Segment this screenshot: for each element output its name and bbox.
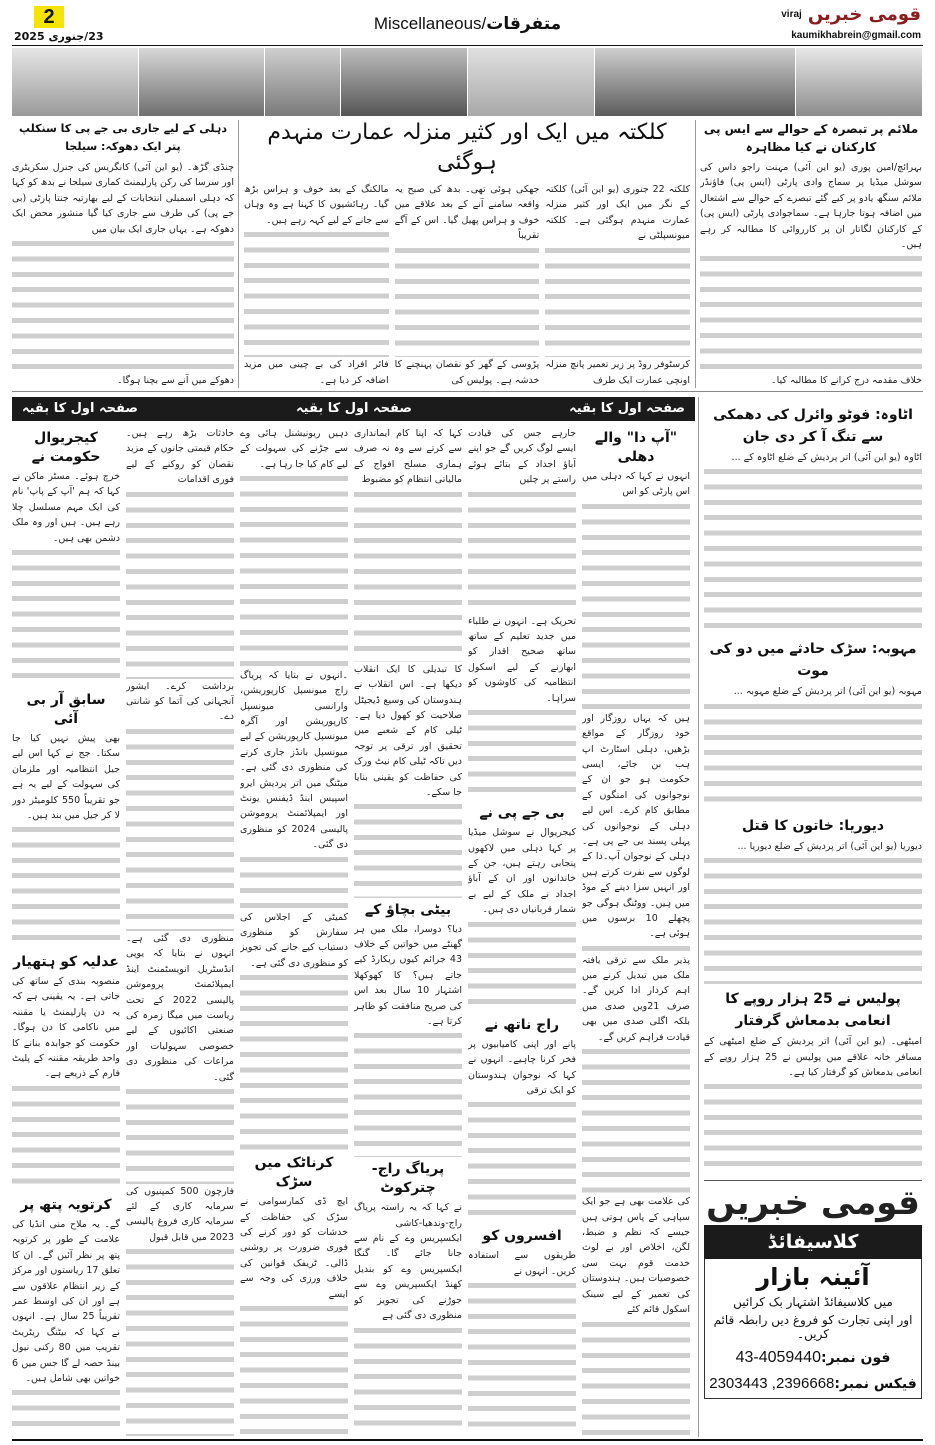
text-continuation (545, 244, 690, 358)
ad-title: آئینہ بازار (756, 1263, 870, 1291)
subheading: عدلیہ کو ہتھیار (13, 954, 119, 970)
article-mulayam-protest (700, 120, 922, 388)
text-continuation (12, 1386, 120, 1436)
text-continuation (126, 1245, 234, 1436)
text-continuation (704, 1080, 922, 1170)
article-headline: دہلی کے لیے جاری بی جے پی کا سنکلپ پتر ایک دھوکہ: سیلجا (19, 122, 227, 153)
fax-label: فیکس نمبر: (834, 1376, 917, 1392)
article-ending: خلاف مقدمہ درج کرانے کا مطالبہ کیا۔ (771, 374, 922, 386)
article-body: کرسٹوفر روڈ پر زیر تعمیر پانچ منزلہ اونچی عمارت ایک طرف (545, 359, 690, 386)
continuation-column (240, 426, 348, 1436)
article-kolkata-collapse (244, 118, 690, 388)
classified-ad (704, 1180, 922, 1439)
story-headline: پولیس نے 25 ہزار روپے کا انعامی بدمعاش گرفتار (725, 991, 901, 1030)
story-body: مہوبہ (یو این آئی) اتر پردیش کے ضلع مہوبہ ... (733, 686, 922, 698)
subheading: کرتویہ پتھ پر (20, 1197, 112, 1213)
article-body: تحریک ہے۔ انہوں نے طلباء میں جدید تعلیم کے ساتھ ساتھ صحیح اقدار کو ابھارنے کے لیے اسکول انتظامیہ کی کاوشوں کو سراہا۔ (468, 615, 576, 704)
article-body: کمیٹی کے اجلاس کی سفارش کو منظوری دستیاب کیے جانے کی تجویز کو منظوری دی گئی ہے۔ (240, 911, 348, 969)
section-title (320, 14, 615, 34)
viraj-logo: viraj (781, 9, 802, 20)
subheading: بیٹی بچاؤ کے (364, 901, 452, 918)
ad-line-1: میں کلاسیفائڈ اشتہار بک کرائیں (733, 1295, 893, 1309)
article-body: گے۔ یہ ملاح منی انڈیا کی علامت کے طور پر کرتویہ پتھ پر نظر آئیں گے۔ ان کا تعلق 17 ریاستوں اور مرکز کے زیر انتظام علاقوں سے ہے اور ان کی اوسط عمر تقریباً 25 سال ہے۔ انہوں نے کہا کہ بیٹنگ ریٹریٹ تقریب میں 80 رکنی نیول بینڈ حصہ لے گا جس میں 6 خواتین بھی شامل ہیں۔ (12, 1219, 120, 1385)
fax-number: 2396668, 2303443 (709, 1375, 835, 1392)
phone-number: 4059440-43 (735, 1349, 821, 1366)
text-continuation (704, 854, 922, 984)
article-headline: ملائم پر تبصرہ کے حوالے سے ایس پی کارکنان نے کیا مظاہرہ (703, 122, 919, 154)
subheading: افسروں کو (482, 1228, 562, 1245)
page-number: 2 (34, 6, 64, 28)
text-continuation (12, 1082, 120, 1193)
subheading: سابق آر بی آئی (26, 692, 106, 727)
story-body: دیوریا (یو این آئی) اتر پردیش کے ضلع دیوریا ... (737, 840, 922, 852)
text-continuation (240, 853, 348, 910)
masthead-brand (781, 4, 921, 25)
text-continuation (240, 1302, 348, 1436)
article-body: کلکتہ 22 جنوری (یو این آئی) کلکتہ کے نگر میں ایک اور کثیر منزلہ عمارت منہدم ہوگئی ہے۔ کلکتہ میونسپلٹی نے (545, 184, 690, 242)
right-news-column (704, 400, 922, 1170)
section-divider (12, 391, 923, 392)
article-body: جارہے جس کی قیادت ایسے لوگ کریں گے جو اپنے آباؤ اجداد کے بتائے ہوئے راستے پر چلیں (468, 428, 576, 486)
text-continuation (240, 472, 348, 668)
text-continuation (354, 1029, 462, 1157)
section-english: Miscellaneous/ (373, 14, 487, 33)
text-continuation (12, 546, 120, 688)
story-headline: مہوبہ: سڑک حادثے میں دو کی موت (709, 641, 917, 680)
text-continuation (582, 500, 690, 711)
contact-email: kaumikhabrein@gmail.com (791, 30, 921, 41)
article-body: دیا؟ دوسرا، ملک میں ہر گھنٹے میں خواتین کے خلاف 43 جرائم کیوں ریکارڈ کیے جاتے ہیں؟ کا کھوکھلا اشتہار 10 سال بعد اس کی صریح منافقت کو ظاہر کرتا ہے۔ (354, 923, 462, 1027)
continuation-column (12, 426, 120, 1436)
main-headline: کلکتہ میں ایک اور کثیر منزلہ عمارت منہدم ہوگئی (267, 120, 667, 175)
article-body: ہیں کہ یہاں روزگار اور خود روزگار کے مواقع بڑھیں، دہلی اسٹارٹ اپ ہب بن جائے، ایسی حکومت ہو جو ان کے نوجوانوں کی امنگوں کے مطابق کام کرے۔ اس لیے دہلی کے نوجوانوں کی پہلی پسند بی جے پی ہے۔ دہلی کے نوجوان آپ۔دا کے لوگوں سے نفرت کرتے ہیں اور انہیں سزا دینے کے موڈ میں ہیں۔ ووٹنگ ہوگی جو پچھلے 10 برسوں میں ہوئی ہے۔ (582, 712, 690, 940)
article-body: بھی پیش نہیں کیا جا سکتا۔ جج نے کہا اس لیے جیل انتظامیہ اور ملزمان کی سہولت کے لیے یہ ہے جو تقریباً 550 کلومیٹر دور لا کر جیل میں بند ہیں۔ (12, 733, 120, 822)
subheading: راج ناتھ نے (484, 1016, 560, 1033)
article-body: نے کہا کہ یہ راستہ پریاگ راج-وندھیا-کاشی ایکسپریس وے کے نام سے جانا جائے گا۔ گنگا ایکسپریس وے کو بندیل کھنڈ ایکسپریس وے سے جوڑنے کی تجویز کو منظوری دی گئی ہے (354, 1202, 462, 1322)
continuation-column (354, 426, 462, 1436)
article-body: بہرائچ/امین پوری (یو این آئی) مہنت راجو داس کی سوشل میڈیا پر سماج وادی پارٹی (ایس پی) فاؤنڈر ملائم سنگھ یادو پر کیے گئے تبصرے کے حوالے سے اشتعال میں اضافہ ہوتا جارہا ہے۔ سماجوادی پارٹی (ایس پی) کے کارکنان لگاتار ان پر کارروائی کا مطالبہ کر رہے ہیں۔ (700, 162, 922, 251)
text-continuation (582, 1318, 690, 1437)
classified-bar: کلاسیفائڈ (704, 1225, 922, 1259)
article-body: مالکنگ کے بعد خوف و ہراس بڑھ گیا۔ رہائشیوں کا کہنا ہے وہ وہاں سے جانے کے لیے کہہ رہے ہیں۔ (244, 184, 389, 226)
text-continuation (700, 252, 922, 372)
header-divider (12, 45, 923, 46)
article-body: فارچون 500 کمپنیوں کی سرمایہ کاری کے لئے سرمایہ کاری فروغ پالیسی 2023 میں قابل قبول (126, 1185, 234, 1243)
text-continuation (126, 725, 234, 931)
text-continuation (354, 800, 462, 897)
ad-newspaper-logo: قومی خبریں (706, 1183, 920, 1223)
newspaper-logo: قومی خبریں (807, 4, 921, 25)
continuation-column (126, 426, 234, 1436)
text-continuation (704, 465, 922, 634)
article-body: حادثات بڑھ رہے ہیں۔ حکام قیمتی جانوں کے مزید نقصان کو روکنے کے لیے فوری اقدامات (126, 428, 234, 486)
text-continuation (240, 971, 348, 1151)
article-body: چنڈی گڑھ۔ (یو این آئی) کانگریس کی جنرل سکریٹری اور سرسا کی رکن پارلیمنٹ کماری سیلجا نے بدھ کو کہا کہ دہلی اسمبلی انتخابات کے لیے بھارتیہ جنتا پارٹی (بی جے پی) کی طرف سے جاری کیا گیا منشور محض ایک دھوکہ ہے۔ یہاں جاری ایک بیان میں (12, 162, 234, 235)
article-body: کا تبدیلی کا ایک انقلاب دیکھا ہے۔ اس انقلاب نے ہندوستان کی وسیع ڈیجیٹل صلاحیت کو کھول دیا ہے۔ ٹیلی کام کے شعبے میں تحقیق اور ترقی پر توجہ دیں تاکہ ٹیلی کام نیٹ ورک کی حفاظت کو یقینی بنایا جا سکے۔ (354, 663, 462, 798)
text-continuation (244, 228, 389, 357)
article-body: برداشت کرے۔ ایشور آنجہانی کی آتما کو شانتی دے۔ (126, 680, 234, 723)
article-body: کیجریوال نے سوشل میڈیا پر کہا دہلی میں لاکھوں پنجابی رہتے ہیں، جن کے خاندانوں اور ان کے آباؤ اجداد نے ملک کے لیے بے شمار قربانیاں دی ہیں۔ (468, 827, 576, 916)
article-body: انہوں نے کہا کہ دہلی میں اس پارٹی کو اس (582, 471, 690, 498)
city-monuments-banner-image (12, 48, 923, 116)
continuation-bar: صفحہ اول کا بقیہ (12, 397, 240, 421)
phone-label: فون نمبر: (820, 1350, 891, 1366)
story-body: امیٹھی۔ (یو این آئی) اتر پردیش کے ضلع امیٹھی کے مسافر خانہ علاقے میں پولیس نے 25 ہزار روپے کے انعامی بدمعاش کو گرفتار کیا ہے۔ (704, 1036, 922, 1078)
text-continuation (468, 918, 576, 1013)
section-urdu: متفرقات (486, 14, 562, 34)
article-body: کہا کہ اپنا کام ایمانداری سے کرتے سے وہ نہ صرف ہماری مسلح افواج کے مالیاتی انتظام کو مضبوط (354, 428, 462, 486)
text-continuation (468, 706, 576, 801)
article-body: جھکی ہوئی تھی۔ بدھ کی صبح یہ واقعہ سامنے آنے کے بعد علاقے میں خوف و ہراس پھیل گیا۔ اس کے آگے تقریباً (394, 184, 540, 242)
text-continuation (704, 700, 922, 811)
continuation-column (582, 426, 690, 1436)
text-continuation (126, 1085, 234, 1183)
article-body: طریقوں سے استفادہ کریں۔ انہوں نے (468, 1250, 576, 1277)
article-selja-statement (12, 120, 234, 388)
text-continuation (468, 1098, 576, 1224)
ad-line-2: اور اپنی تجارت کو فروغ دیں رابطہ قائم کریں۔ (713, 1313, 913, 1341)
article-body: منظوری دی گئی ہے۔ انہوں نے بتایا کہ یوپی انڈسٹریل انویسٹمنٹ اینڈ ایمپلائمنٹ پروموشن پالیسی 2022 کے تحت ریاست میں میگا زمرہ کی صنعتی اکائیوں کے لیے خصوصی سہولیات اور مراعات کی منظوری دی گئی۔ (126, 933, 234, 1083)
article-ending: دھوکے میں آنے سے بچنا ہوگا۔ (117, 374, 234, 386)
continuation-column (468, 426, 576, 1436)
issue-date: 23/جنوری 2025 (14, 30, 104, 43)
text-continuation (468, 488, 576, 614)
continuation-bar: صفحہ اول کا بقیہ (468, 397, 695, 421)
text-continuation (354, 1324, 462, 1437)
article-body: منصوبہ بندی کے ساتھ کی جاتی ہے۔ یہ یقینی ہے کہ یہ دن پارلیمنٹ یا مقننہ میں ناکامی کا دن ہوگا۔ حکومت کو جوابدہ بنانے کا واحد طریقہ مقننہ کے پلیٹ فارم کے ذریعے ہے۔ (12, 976, 120, 1080)
text-continuation (12, 823, 120, 950)
article-body: دہیں ریونیشنل ہائی وے سے جڑنے کی سہولت کے لیے کام کیا جا رہا ہے۔ (240, 428, 348, 470)
text-continuation (395, 244, 540, 358)
text-continuation (126, 488, 234, 679)
subheading: "آپ دا" والے دھلی (594, 430, 678, 465)
subheading: پریاگ راج-چترکوٹ (371, 1161, 445, 1197)
article-body: پانے اور اپنی کامیابیوں پر فخر کرنا چاہیے۔ انہوں نے کہا کہ نوجوان ہندوستان کو ایک ترقی (468, 1038, 576, 1096)
article-body: خرچ ہوئے۔ مسٹر ماکن نے کہا کہ ہم 'آپ کے پاپ' نام کی ایک مہم مسلسل چلا رہے ہیں۔ ہیں اور وہ ملک دشمن بھی ہیں۔ (12, 471, 120, 544)
text-continuation (12, 237, 234, 373)
article-body: فائر افراد کی بے چینی میں مزید اضافہ کر دیا ہے۔ (244, 359, 389, 386)
subheading: کرناٹک میں سڑک (254, 1155, 334, 1191)
story-headline: دیوریا: خاتون کا قتل (741, 817, 885, 834)
continuation-bar: صفحہ اول کا بقیہ (240, 397, 468, 421)
article-body: پڑوسی کے گھر کو نقصان پہنچنے کا خدشہ ہے۔ پولیس کی (394, 359, 540, 386)
article-body: پذیر ملک سے ترقی یافتہ ملک میں تبدیل کرنے میں اہم کردار ادا کریں گے۔ صرف 21ویں صدی میں بلکہ اگلی صدی میں بھی قیادت فراہم کریں گے۔ (582, 954, 690, 1043)
text-continuation (582, 1045, 690, 1194)
subheading: بی جے پی نے (479, 805, 565, 822)
subheading: کیجریوال حکومت نے (31, 430, 101, 465)
text-continuation (468, 1279, 576, 1436)
story-body: اٹاوہ (یو این آئی) اتر پردیش کے ضلع اٹاوہ کے ... (731, 452, 922, 463)
article-body: ۔انہوں نے بتایا کہ پریاگ راج میونسپل کارپوریشن، وارانسی میونسپل کارپوریشن اور آگرہ میونسپل کارپوریشن کے لیے میونسپل بانڈز جاری کرنے کی منظوری دی گئی ہے۔ میٹنگ میں اتر پردیش ایرو اسپیس اینڈ ڈیفنس یونٹ اور ایمپلائمنٹ پروموشن پالیسی 2024 کو منظوری دی گئی۔ (240, 669, 348, 851)
text-continuation (354, 488, 462, 662)
story-headline: اٹاوہ: فوٹو وائرل کی دھمکی سے تنگ آ کر دی جان (713, 407, 913, 445)
footer-rule (12, 1439, 923, 1441)
article-body: کی علامت بھی ہے جو ایک سپاہی کے پاس ہوتی ہیں جیسے کہ نظم و ضبط، لگن، اخلاص اور بے لوث خدمت قوم بہت سی خصوصیات ہیں۔ ہندوستان کی تعمیر کے لیے سینک اسکول قائم کئے (582, 1196, 690, 1316)
text-continuation (582, 942, 690, 953)
article-body: ایچ ڈی کمارسوامی نے سڑک کی حفاظت کے خدشات کو دور کرنے کی فوری ضرورت پر روشنی ڈالی۔ ٹریفک قوانین کی خلاف ورزی کی وجہ سے ایسے (240, 1196, 348, 1300)
